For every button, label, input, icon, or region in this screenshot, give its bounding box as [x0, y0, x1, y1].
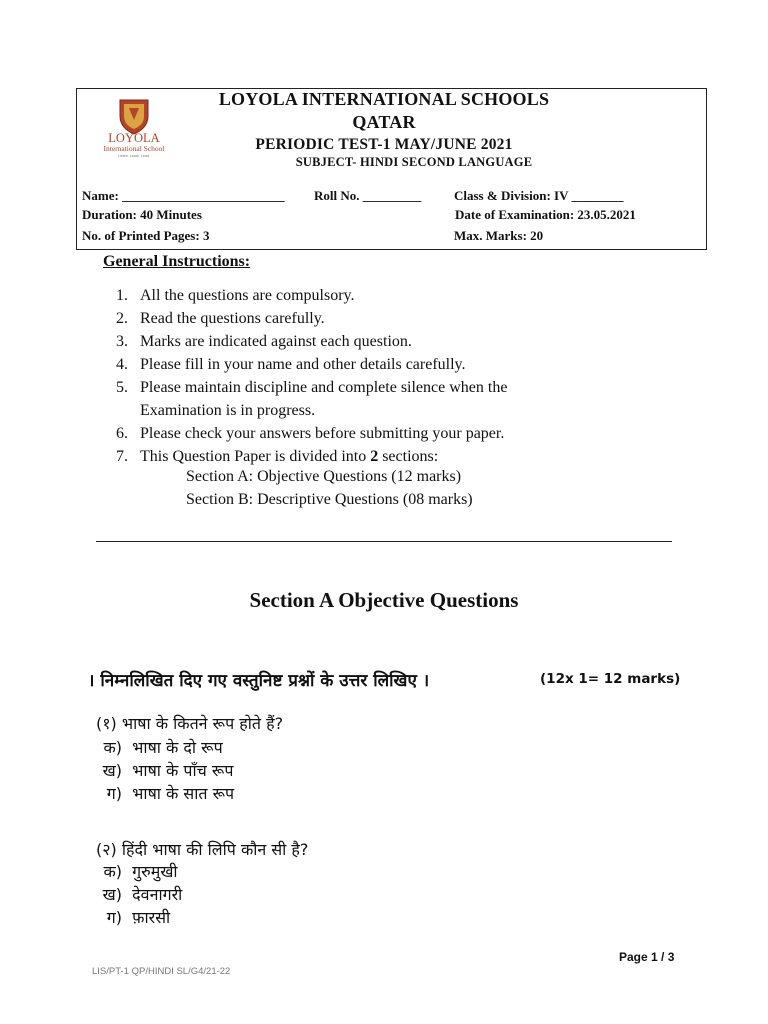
question-2-option-c: ग) फ़ारसी — [106, 908, 171, 927]
question-1-option-b: ख) भाषा के पाँच रूप — [102, 761, 234, 780]
class-division-field: Class & Division: IV ________ — [454, 188, 624, 203]
instruction-item: 3. Marks are indicated against each question. — [116, 333, 412, 350]
page-number: Page 1 / 3 — [619, 950, 675, 964]
question-1-option-a: क) भाषा के दो रूप — [103, 738, 223, 757]
instruction-item: 5. Please maintain discipline and complete silence when the — [116, 379, 508, 396]
main-question: । निम्नलिखित दिए गए वस्तुनिष्ट प्रश्नों के उत्तर लिखिए । — [88, 671, 430, 691]
instruction-item: Examination is in progress. — [140, 402, 316, 419]
instruction-item: 4. Please fill in your name and other details carefully. — [116, 356, 466, 373]
instruction-item: 1. All the questions are compulsory. — [116, 287, 355, 304]
instruction-item: 6. Please check your answers before submitting your paper. — [116, 425, 505, 442]
school-country: QATAR — [352, 112, 416, 132]
question-2-option-a: क) गुरुमुखी — [103, 862, 178, 881]
section-title: Section A Objective Questions — [249, 588, 519, 612]
max-marks: Max. Marks: 20 — [454, 228, 544, 243]
subject-line: SUBJECT- HINDI SECOND LANGUAGE — [295, 155, 533, 169]
question-1: (१) भाषा के कितने रूप होते हैं? — [96, 714, 284, 733]
roll-number-field: Roll No. _________ — [314, 188, 422, 203]
exam-date: Date of Examination: 23.05.2021 — [455, 207, 636, 222]
name-field: Name: _________________________ — [82, 188, 285, 203]
document-code: LIS/PT-1 QP/HINDI SL/G4/21-22 — [92, 966, 231, 977]
logo-text: LOYOLA — [108, 131, 160, 145]
logo-motto: Listen. Learn. Lead. — [118, 154, 150, 158]
test-name: PERIODIC TEST-1 MAY/JUNE 2021 — [255, 136, 513, 153]
printed-pages: No. of Printed Pages: 3 — [82, 228, 210, 243]
question-2: (२) हिंदी भाषा की लिपि कौन सी है? — [96, 840, 309, 859]
general-instructions-title: General Instructions: — [103, 253, 251, 270]
section-b-info: Section B: Descriptive Questions (08 marks) — [186, 491, 473, 508]
divider-line — [96, 541, 672, 542]
school-name: LOYOLA INTERNATIONAL SCHOOLS — [218, 89, 550, 109]
duration: Duration: 40 Minutes — [82, 207, 202, 222]
question-2-option-b: ख) देवनागरी — [102, 885, 183, 904]
logo-subtext: International School — [103, 144, 165, 153]
question-1-option-c: ग) भाषा के सात रूप — [106, 784, 235, 803]
section-a-info: Section A: Objective Questions (12 marks) — [186, 468, 462, 485]
instruction-item: 7. This Question Paper is divided into 2 sections: — [116, 448, 439, 465]
instruction-item: 2. Read the questions carefully. — [116, 310, 325, 327]
marks-note: (12x 1= 12 marks) — [540, 671, 681, 687]
